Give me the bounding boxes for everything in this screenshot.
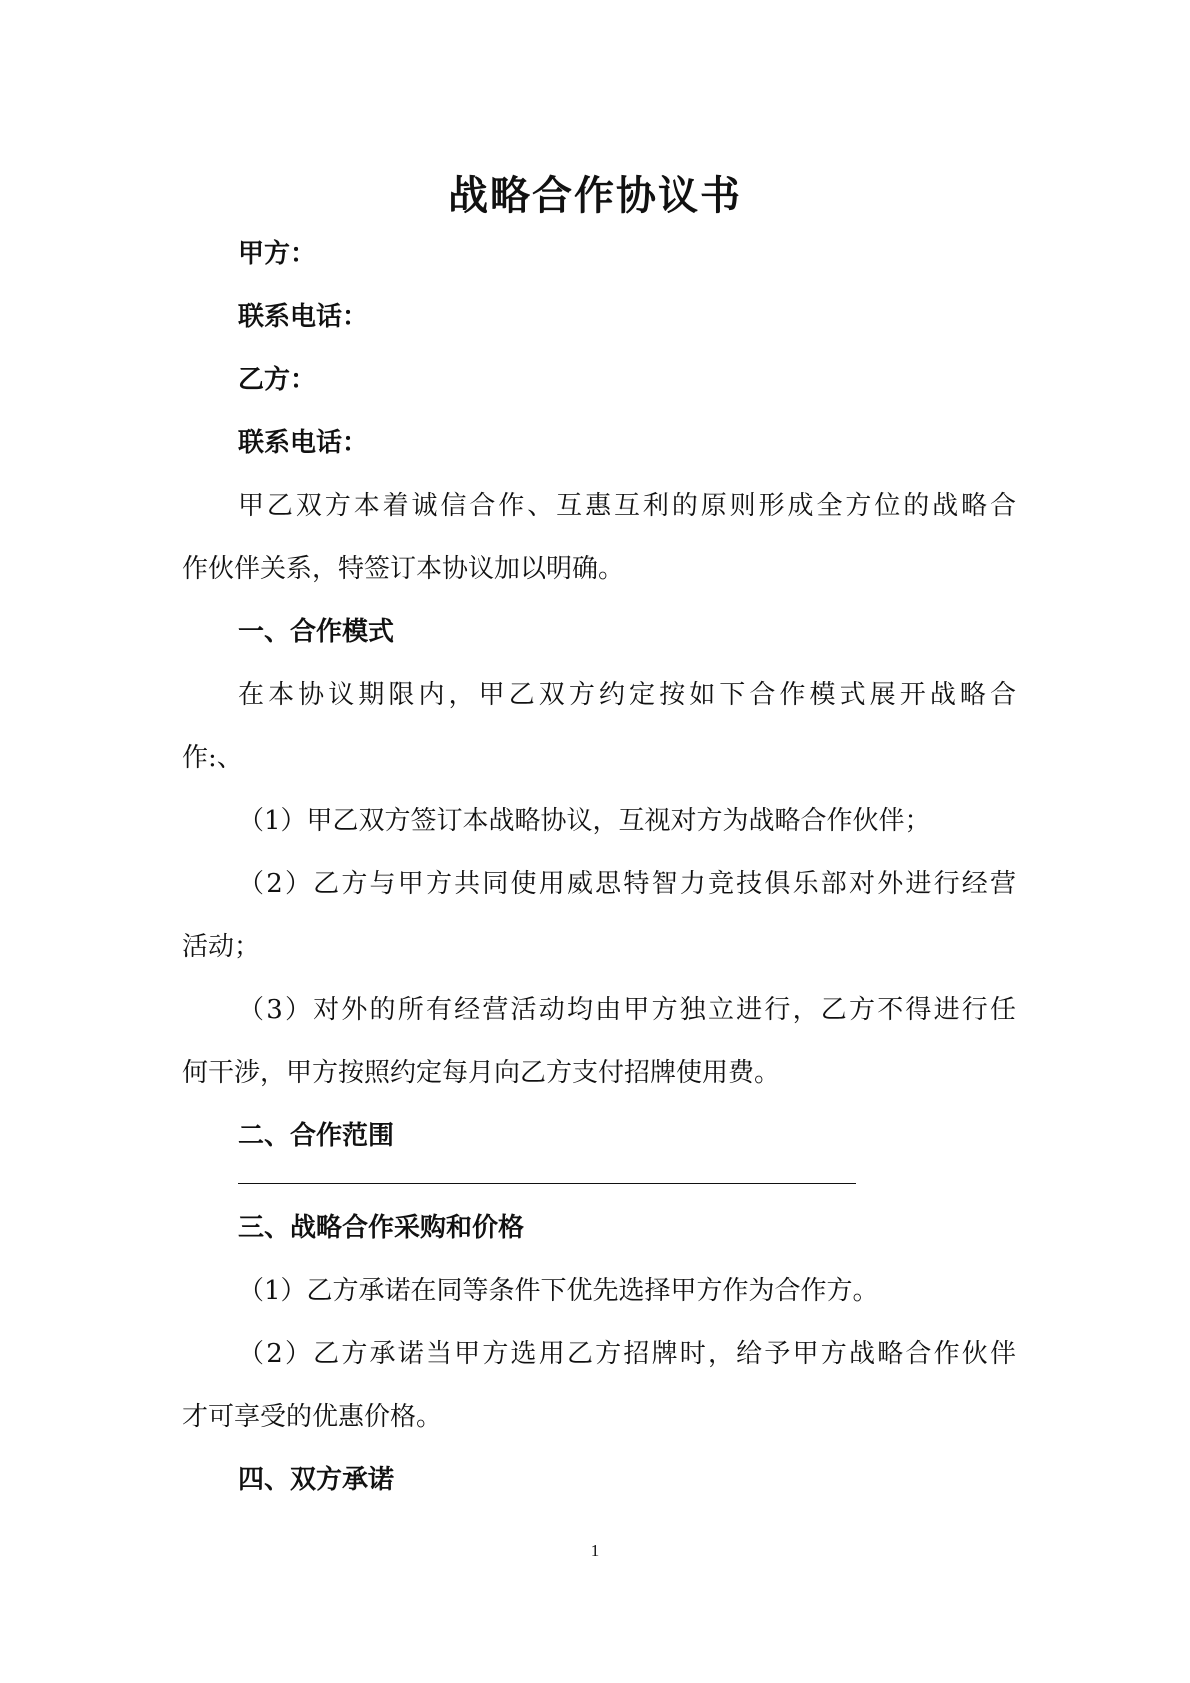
section-3-item-2-line-1: （2）乙方承诺当甲方选用乙方招牌时，给予甲方战略合作伙伴	[238, 1339, 1016, 1369]
blank-fill-line	[238, 1183, 856, 1184]
section-1-heading: 一、合作模式	[238, 617, 395, 647]
section-1-item-1: （1）甲乙双方签订本战略协议，互视对方为战略合作伙伴；	[238, 806, 931, 836]
section-1-item-2-line-1: （2）乙方与甲方共同使用威思特智力竞技俱乐部对外进行经营	[238, 869, 1016, 899]
section-1-item-3-line-1: （3）对外的所有经营活动均由甲方独立进行，乙方不得进行任	[238, 995, 1016, 1025]
section-3-heading: 三、战略合作采购和价格	[238, 1213, 525, 1243]
section-4-heading: 四、双方承诺	[238, 1465, 395, 1495]
party-a-label: 甲方：	[238, 239, 317, 269]
intro-paragraph-line-2: 作伙伴关系，特签订本协议加以明确。	[182, 554, 625, 584]
intro-paragraph-line-1: 甲乙双方本着诚信合作、互惠互利的原则形成全方位的战略合	[238, 491, 1016, 521]
page-number: 1	[590, 1541, 600, 1560]
document-title: 战略合作协议书	[448, 173, 742, 219]
section-3-item-2-line-2: 才可享受的优惠价格。	[182, 1402, 443, 1432]
party-b-label: 乙方：	[238, 365, 317, 395]
section-2-heading: 二、合作范围	[238, 1121, 395, 1151]
party-b-phone-label: 联系电话：	[238, 428, 369, 458]
section-3-item-1: （1）乙方承诺在同等条件下优先选择甲方作为合作方。	[238, 1276, 879, 1306]
section-1-paragraph-line-2: 作:、	[182, 743, 243, 773]
section-1-item-3-line-2: 何干涉，甲方按照约定每月向乙方支付招牌使用费。	[182, 1058, 781, 1088]
section-1-paragraph-line-1: 在本协议期限内，甲乙双方约定按如下合作模式展开战略合	[238, 680, 1016, 710]
section-1-item-2-line-2: 活动；	[182, 932, 261, 962]
party-a-phone-label: 联系电话：	[238, 302, 369, 332]
